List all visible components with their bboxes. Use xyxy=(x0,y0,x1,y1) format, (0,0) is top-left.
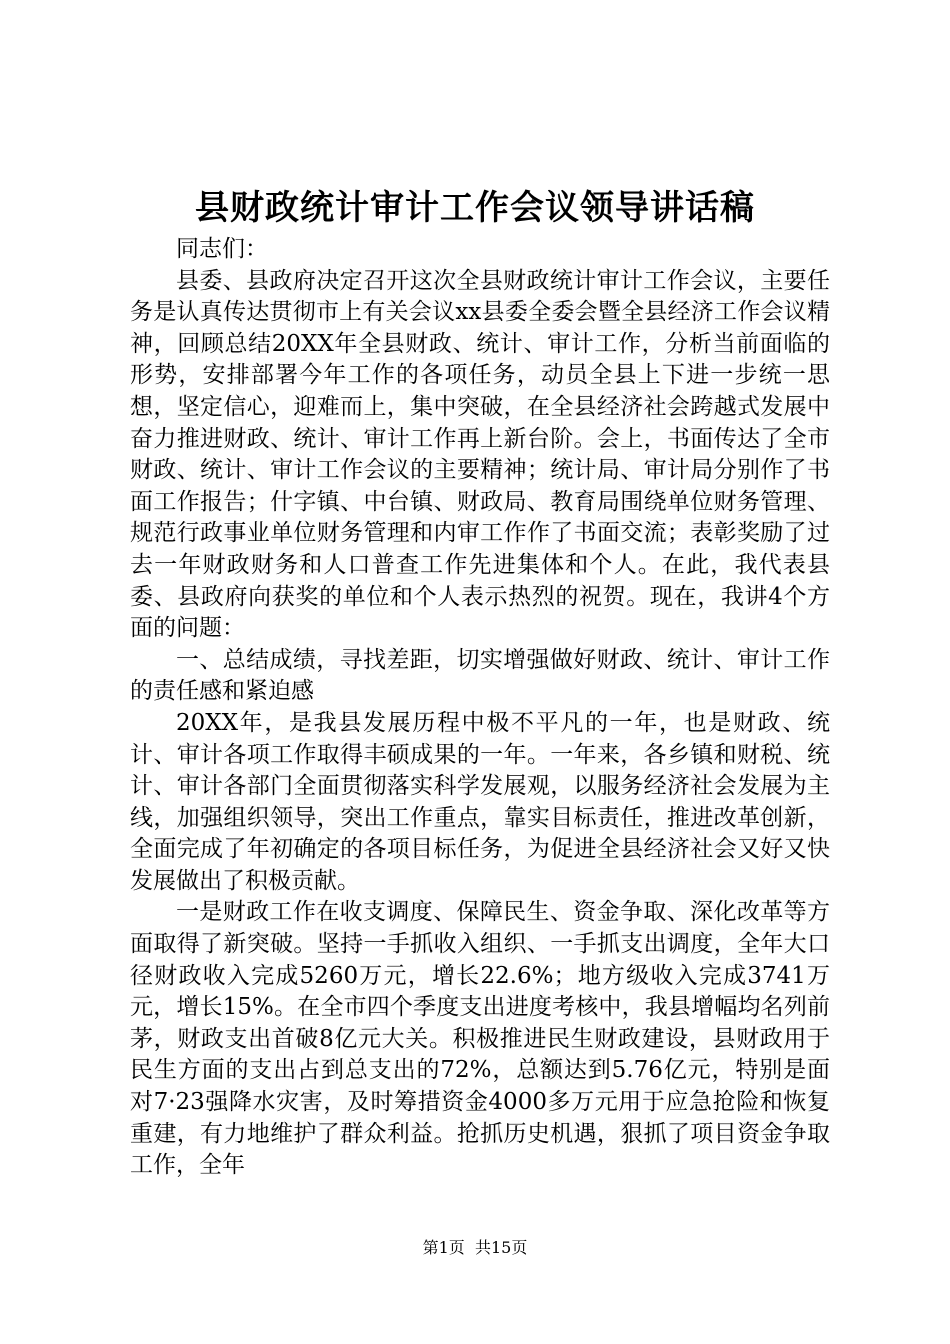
page-footer xyxy=(0,1236,950,1260)
summary-paragraph: 20XX年，是我县发展历程中极不平凡的一年，也是财政、统计、审计各项工作取得丰硕成果的一年。一年来，各乡镇和财税、统计、审计各部门全面贯彻落实科学发展观，以服务经济社会发展为主线，加强组织领导，突出工作重点，靠实目标责任，推进改革创新，全面完成了年初确定的各项目标任务，为促进全县经济社会又好又快发展做出了积极贡献。 xyxy=(130,709,830,894)
page-total: 共15页 xyxy=(474,1238,528,1257)
document-title: 县财政统计审计工作会议领导讲话稿 xyxy=(195,188,755,228)
intro-paragraph: 县委、县政府决定召开这次全县财政统计审计工作会议，主要任务是认真传达贯彻市上有关会议xx县委全委会暨全县经济工作会议精神，回顾总结20XX年全县财政、统计、审计工作，分析当前面临的形势，安排部署今年工作的各项任务，动员全县上下进一步统一思想，坚定信心，迎难而上，集中突破，在全县经济社会跨越式发展中奋力推进财政、统计、审计工作再上新台阶。会上，书面传达了全市财政、统计、审计工作会议的主要精神；统计局、审计局分别作了书面工作报告；什字镇、中台镇、财政局、教育局围绕单位财务管理、规范行政事业单位财务管理和内审工作作了书面交流；表彰奖励了过去一年财政财务和人口普查工作先进集体和个人。在此，我代表县委、县政府向获奖的单位和个人表示热烈的祝贺。现在，我讲4个方面的问题： xyxy=(130,267,830,642)
document-body xyxy=(130,234,830,1182)
finance-paragraph: 一是财政工作在收支调度、保障民生、资金争取、深化改革等方面取得了新突破。坚持一手抓收入组织、一手抓支出调度，全年大口径财政收入完成5260万元，增长22.6%；地方级收入完成3741万元，增长15%。在全市四个季度支出进度考核中，我县增幅均名列前茅，财政支出首破8亿元大关。积极推进民生财政建设，县财政用于民生方面的支出占到总支出的72%，总额达到5.76亿元，特别是面对7·23强降水灾害，及时筹措资金4000多万元用于应急抢险和恢复重建，有力地维护了群众利益。抢抓历史机遇，狠抓了项目资金争取工作，全年 xyxy=(130,899,830,1179)
page-number: 第1页 xyxy=(422,1238,465,1257)
salutation-paragraph: 同志们： xyxy=(176,236,268,262)
section-heading-1: 一、总结成绩，寻找差距，切实增强做好财政、统计、审计工作的责任感和紧迫感 xyxy=(130,646,830,705)
